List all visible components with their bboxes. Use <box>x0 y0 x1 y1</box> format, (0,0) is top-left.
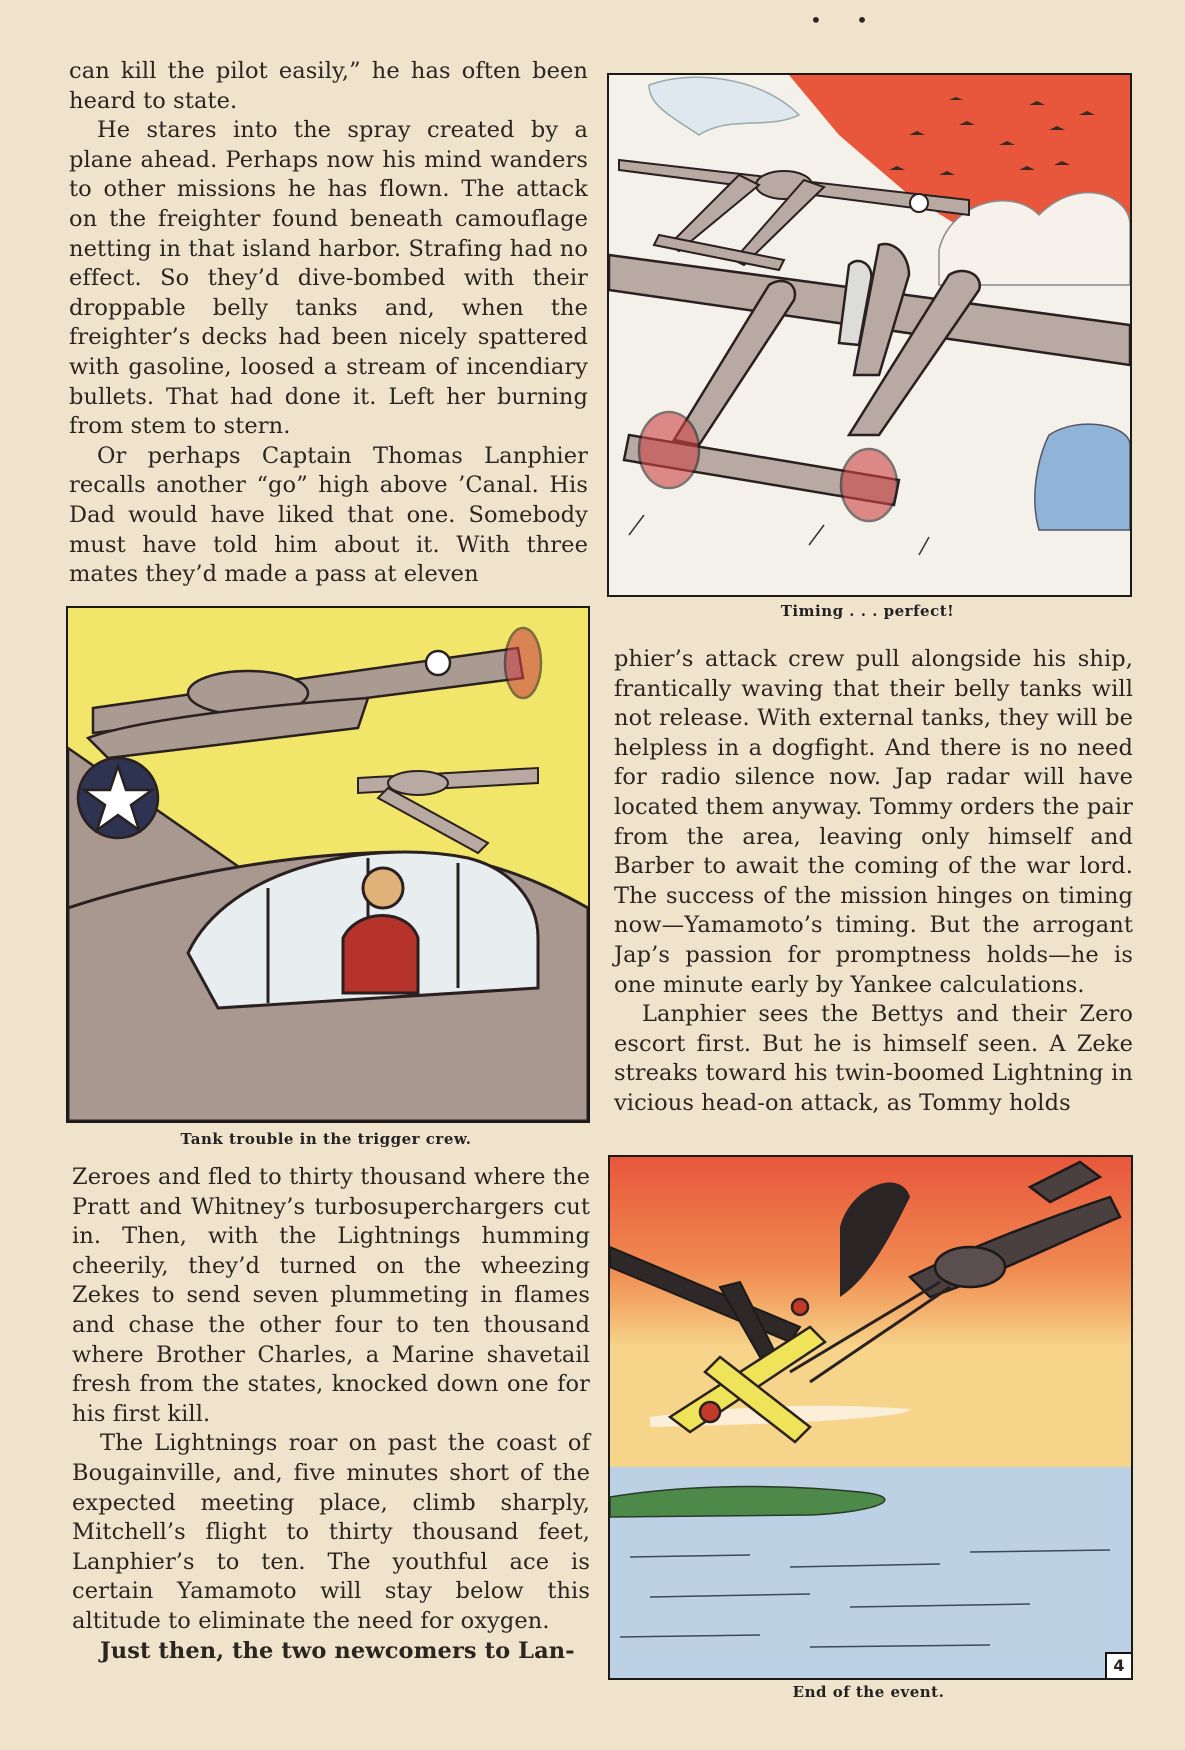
paragraph: Or perhaps Captain Thomas Lanphier recalls another “go” high above ’Canal. His Dad would have liked that one. Somebody must have told him about it. With three mates they’d made a pass at eleven <box>69 442 588 588</box>
text-left-top <box>69 57 588 590</box>
page-number: 4 <box>1105 1652 1131 1678</box>
panel-tank-trouble <box>66 606 590 1123</box>
canopy-foreground <box>68 852 588 1121</box>
paragraph: The Lightnings roar on past the coast of Bougainville, and, five minutes short of the expected meeting place, climb sharply, Mitchell’s flight to thirty thousand feet, Lanphier’s to ten. The youthful ace is certain Yamamoto will stay below this altitude to eliminate the need for oxygen. <box>72 1430 590 1634</box>
top-dots: • • <box>810 8 882 32</box>
paragraph: can kill the pilot easily,” he has often been heard to state. <box>69 58 588 114</box>
illustration-dogfight-sunset <box>610 1157 1131 1678</box>
paragraph: Lanphier sees the Bettys and their Zero escort first. But he is himself seen. A Zeke streaks toward his twin-boomed Lightning in vicious head-on attack, as Tommy holds <box>614 1001 1133 1116</box>
caption-timing: Timing . . . perfect! <box>780 602 955 620</box>
illustration-cockpit-formation <box>68 608 588 1121</box>
panel-timing-perfect <box>607 73 1132 597</box>
illustration-lightnings-formation <box>609 75 1130 595</box>
caption-tank-trouble: Tank trouble in the trigger crew. <box>180 1130 472 1148</box>
paragraph: He stares into the spray created by a plane ahead. Perhaps now his mind wanders to other missions he has flown. The attack on the freighter found beneath camouflage netting in that island harbor. Strafing had no effect. So they’d dive-bombed with their droppable belly tanks and, when the freighter’s decks had been nicely spattered with gasoline, loosed a stream of incendiary bullets. That had done it. Left her burning from stem to stern. <box>69 117 588 440</box>
paragraph: Just then, the two newcomers to Lan- <box>100 1637 575 1664</box>
text-left-bottom <box>72 1163 590 1666</box>
paragraph: phier’s attack crew pull alongside his ship, frantically waving that their belly tanks will not release. With external tanks, they will be helpless in a dogfight. And there is no need for radio silence now. Jap radar will have located them anyway. Tommy orders the pair from the area, leaving only himself and Barber to await the coming of the war lord. The success of the mission hinges on timing now—Yamamoto’s timing. But the arrogant Jap’s passion for promptness holds—he is one minute early by Yankee calculations. <box>614 646 1133 998</box>
text-right-mid <box>614 645 1133 1119</box>
paragraph: Zeroes and fled to thirty thousand where the Pratt and Whitney’s turbosuperchargers cut in. Then, with the Lightnings humming cheerily, they’d turned on the wheezing Zekes to send seven plummeting in flames and chase the other four to ten thousand where Brother Charles, a Marine shavetail fresh from the states, knocked down one for his first kill. <box>72 1164 590 1427</box>
panel-end-event <box>608 1155 1133 1680</box>
caption-end-event: End of the event. <box>792 1683 945 1701</box>
